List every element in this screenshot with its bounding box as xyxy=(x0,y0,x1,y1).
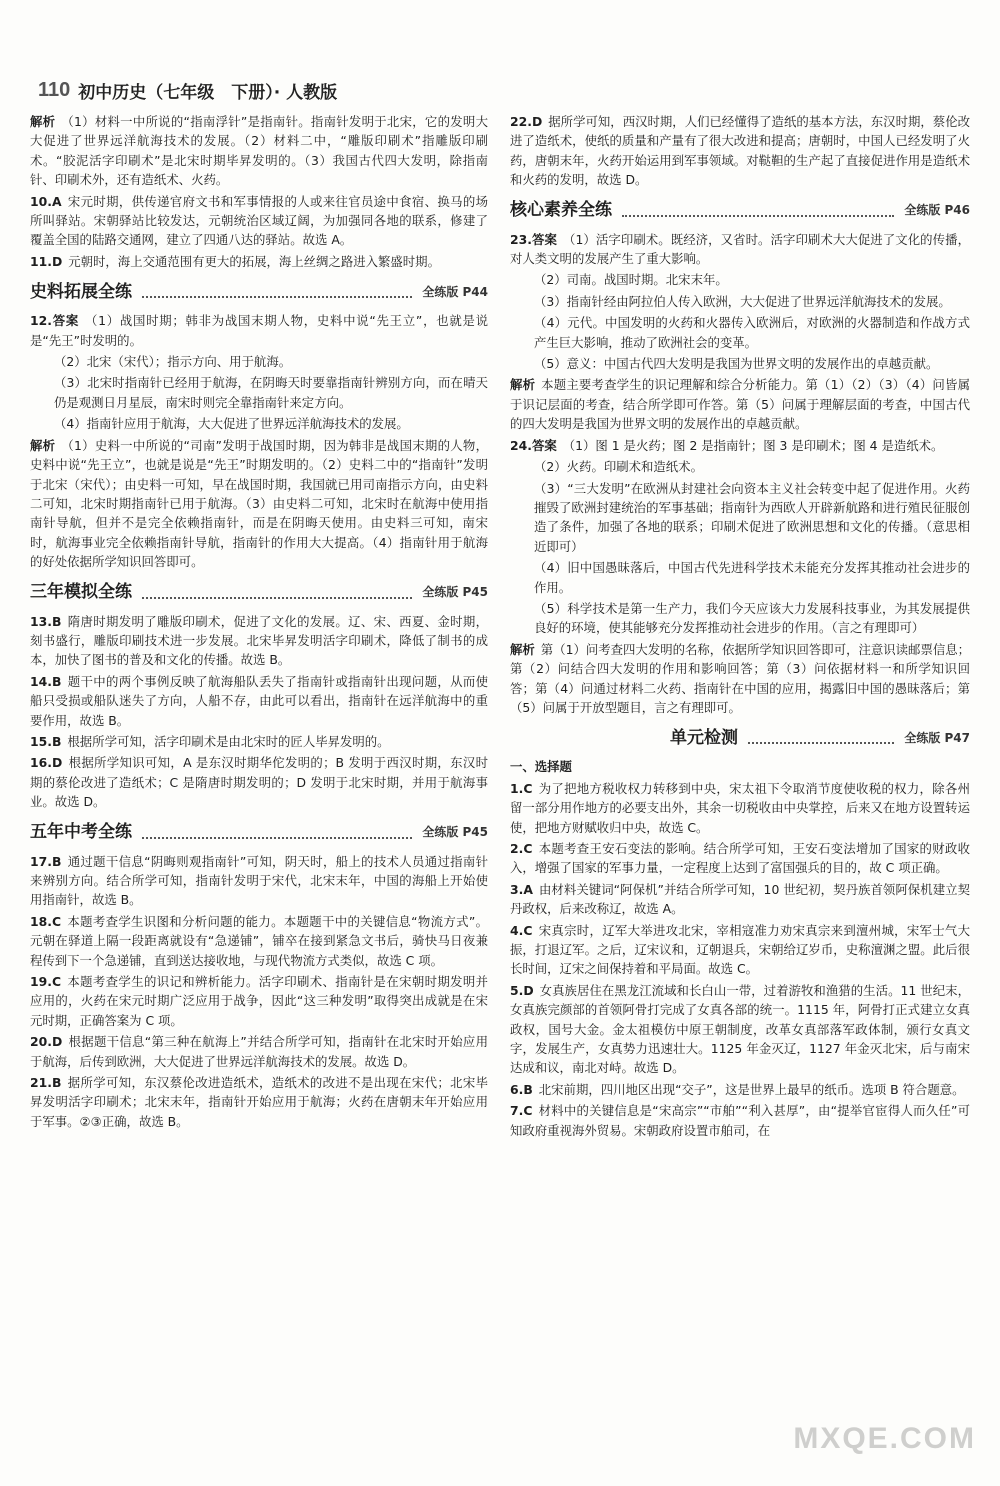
answer-item xyxy=(30,252,488,271)
answer-text: （3）北宋时指南针已经用于航海，在阴晦天时要靠指南针辨别方向，而在晴天仍是观测日月星辰，南宋时则完全靠指南针来定方向。 xyxy=(54,375,488,410)
answer-text: 据所学可知，东汉蔡伦改进造纸术，造纸术的改进不是出现在宋代；北宋毕昇发明活字印刷术；北宋末年，指南针开始应用于航海；火药在唐朝末年开始应用于军事。②③正确，故选 B。 xyxy=(30,1075,488,1129)
answer-item xyxy=(30,192,488,250)
answer-text: 女真族居住在黑龙江流域和长白山一带，过着游牧和渔猎的生活。11 世纪末，女真族完颜部的首领阿骨打完成了女真各部的统一。1115 年，阿骨打正式建立女真政权，国号大金。金太祖模仿中原王朝制度，改革女真部落军政体制，颁行女真文字，发展生产，女真势力迅速壮大。1125 年金灭辽，1127 年金灭北宋，后与南宋达成和议，南北对峙。故选 D。 xyxy=(510,982,970,1076)
answer-label: 20.D xyxy=(30,1034,63,1050)
right-column xyxy=(510,112,970,1142)
answer-text: （1）战国时期；韩非为战国末期人物，史料中说“先王立”，也就是说是“先王”时发明的。 xyxy=(30,313,488,348)
section-danyuan: 单元检测 全练版 P47 xyxy=(670,727,970,748)
answer-item xyxy=(30,732,488,751)
answer-text: 宋元时期，供传递官府文书和军事情报的人或来往官员途中食宿、换马的场所叫驿站。宋朝驿站比较发达，元朝统治区域辽阔，为加强同各地的联系，修建了覆盖全国的陆路交通网，建立了四通八达的驿站。故选 A。 xyxy=(30,193,488,248)
answer-item xyxy=(510,921,970,979)
answer-item xyxy=(510,479,970,557)
answer-label: 16.D xyxy=(30,755,63,771)
answer-text: 第（1）问考查四大发明的名称，依据所学知识回答即可，注意识读邮票信息；第（2）问结合四大发明的作用和影响回答；第（3）问依据材料一和所学知识回答；第（4）问通过材料二火药、指南针在中国的应用，揭露旧中国的愚昧落后；第（5）问属于开放型题目，言之有理即可。 xyxy=(510,641,971,715)
answer-text: （1）材料一中所说的“指南浮针”是指南针。指南针发明于北宋，它的发明大大促进了世界远洋航海技术的发展。（2）材料二中，“雕版印刷术”指雕版印刷术。“胶泥活字印刷术”是北宋时期毕昇发明的。（3）我国古代四大发明，除指南针、印刷术外，还有造纸术、火药。 xyxy=(30,114,488,188)
answer-item xyxy=(510,1101,970,1140)
answer-text: 由材料关键词“阿保机”并结合所学可知，10 世纪初，契丹族首领阿保机建立契丹政权，后来改称辽，故选 A。 xyxy=(510,881,970,917)
answer-item xyxy=(30,436,488,572)
answer-item xyxy=(510,839,970,878)
answer-text: 隋唐时期发明了雕版印刷术，促进了文化的发展。辽、宋、西夏、金时期，刻书盛行，雕版印刷技术进一步发展。北宋毕昇发明活字印刷术，降低了制书的成本，加快了图书的普及和文化的传播。故选 B。 xyxy=(30,613,488,668)
answer-text: 根据所学可知，活字印刷术是由北宋时的匠人毕昇发明的。 xyxy=(67,733,390,749)
answer-text: （1）史料一中所说的“司南”发明于战国时期，因为韩非是战国末期的人物，史料中说“先王立”，也就是说是“先王”时期发明的。（2）史料二中的“指南针”发明于北宋（宋代）；由史料一可知，早在战国时期，我国就已用司南指示方向，由史料二可知，北宋时期指南针已用于航海。（3）由史料二可知，北宋时在航海中使用指南针导航，但并不是完全依赖指南针，而是在阴晦天使用。由史料三可知，南宋时，航海事业完全依赖指南针导航，指南针的作用大大提高。（4）指南针用于航海的好处依据所学知识回答即可。 xyxy=(30,437,488,570)
answer-text: （2）北宋（宋代）；指示方向、用于航海。 xyxy=(54,354,292,370)
answer-text: 通过题干信息“阴晦则观指南针”可知，阴天时，船上的技术人员通过指南针来辨别方向。结合所学可知，指南针发明于宋代，北宋末年，中国的海船上开始使用指南针，故选 B。 xyxy=(30,853,488,908)
answer-item xyxy=(510,1080,970,1099)
answer-text: （4）旧中国愚昧落后，中国古代先进科学技术未能充分发挥其推动社会进步的作用。 xyxy=(534,560,970,595)
answer-text: 根据所学知识可知，A 是东汉时期华佗发明的；B 发明于西汉时期，东汉时期的蔡伦改进了造纸术；C 是隋唐时期发明的；D 发明于北宋时期，并用于航海事业。故选 D。 xyxy=(30,755,488,810)
answer-item xyxy=(510,292,970,311)
answer-text: （3）“三大发明”在欧洲从封建社会向资本主义社会转变中起了促进作用。火药摧毁了欧洲封建统治的军事基础；指南针为西欧人开辟新航路和进行殖民征服创造了条件，加强了各地的联系；印刷术促进了欧洲思想和文化的传播。（意思相近即可） xyxy=(534,480,970,554)
answer-label: 19.C xyxy=(30,974,62,990)
answer-label: 解析 xyxy=(510,377,536,393)
answer-label: 11.D xyxy=(30,253,63,269)
answer-item xyxy=(510,640,970,718)
answer-item xyxy=(510,375,970,433)
answer-item xyxy=(30,912,488,970)
section-sannian: 三年模拟全练 全练版 P45 xyxy=(30,581,488,602)
answer-label: 1.C xyxy=(510,780,533,796)
answer-text: （5）科学技术是第一生产力，我们今天应该大力发展科技事业，为其发展提供良好的环境，使其能够充分发挥推动社会进步的作用。（言之有理即可） xyxy=(534,600,970,636)
answer-item xyxy=(30,972,488,1030)
answer-text: （3）指南针经由阿拉伯人传入欧洲，大大促进了世界远洋航海技术的发展。 xyxy=(534,293,951,309)
answer-item xyxy=(30,311,488,350)
page-number: 110 xyxy=(38,78,71,101)
answer-text: （1）活字印刷术。既经济，又省时。活字印刷术大大促进了文化的传播，对人类文明的发展产生了重大影响。 xyxy=(510,231,970,267)
answer-label: 解析 xyxy=(510,641,535,657)
answer-label: 4.C xyxy=(510,922,533,938)
answer-item xyxy=(510,436,970,455)
answer-text: 宋真宗时，辽军大举进攻北宋，宰相寇准力劝宋真宗来到澶州城，宋军士气大振，打退辽军。之后，辽宋议和，辽朝退兵，宋朝给辽岁币，史称澶渊之盟。此后很长时间，辽宋之间保持着和平局面。故选 C。 xyxy=(510,922,970,977)
section-hexin: 核心素养全练 全练版 P46 xyxy=(510,199,970,220)
answer-item xyxy=(510,880,970,919)
answer-label: 24.答案 xyxy=(510,437,557,453)
answer-text: 题干中的两个事例反映了航海船队丢失了指南针或指南针出现问题，从而使船只受损或船队迷失了方向，人船不存，由此可以看出，指南针在远洋航海中的重要作用，故选 B。 xyxy=(30,673,488,728)
answer-item xyxy=(510,981,970,1078)
answer-text: （2）火药。印刷术和造纸术。 xyxy=(534,459,703,475)
section-shiliao: 史料拓展全练 全练版 P44 xyxy=(30,281,488,302)
answer-text: 北宋前期，四川地区出现“交子”，这是世界上最早的纸币。选项 B 符合题意。 xyxy=(538,1081,965,1097)
answer-label: 5.D xyxy=(510,982,534,998)
answer-label: 解析 xyxy=(30,114,56,129)
book-title: 初中历史（七年级 下册）· 人教版 xyxy=(78,82,338,103)
answer-item xyxy=(30,672,488,730)
answer-item xyxy=(30,112,488,190)
answer-item xyxy=(30,414,488,433)
answer-text: （5）意义：中国古代四大发明是我国为世界文明的发展作出的卓越贡献。 xyxy=(534,356,939,372)
answer-item xyxy=(30,1073,488,1131)
answer-item xyxy=(510,599,970,638)
answer-label: 12.答案 xyxy=(30,313,79,329)
answer-item xyxy=(30,852,488,910)
answer-label: 21.B xyxy=(30,1075,62,1091)
answer-label: 7.C xyxy=(510,1103,533,1119)
left-column xyxy=(30,112,488,1133)
answer-text: 为了把地方税收权力转移到中央，宋太祖下令取消节度使收税的权力，除各州留一部分用作地方的必要支出外，其余一切税收由中央掌控，后来又在地方设置转运使，把地方财赋收归中央，故选 C。 xyxy=(510,780,970,835)
answer-item xyxy=(30,1032,488,1071)
answer-item xyxy=(510,354,970,373)
answer-item xyxy=(30,753,488,811)
answer-label: 解析 xyxy=(30,437,56,453)
answer-text: 本题主要考查学生的识记理解和综合分析能力。第（1）（2）（3）（4）问皆属于识记层面的考查，结合所学即可作答。第（5）问属于理解层面的考查，中国古代的四大发明是我国为世界文明的发展作出的卓越贡献。 xyxy=(510,377,970,432)
answer-label: 13.B xyxy=(30,613,62,629)
answer-label: 23.答案 xyxy=(510,231,557,247)
answer-label: 6.B xyxy=(510,1081,533,1097)
answer-item xyxy=(510,230,970,269)
answer-label: 18.C xyxy=(30,913,62,929)
answer-text: （2）司南。战国时期。北宋末年。 xyxy=(534,272,728,288)
answer-label: 2.C xyxy=(510,841,533,856)
answer-item xyxy=(510,558,970,597)
answer-text: 本题考查王安石变法的影响。结合所学可知，王安石变法增加了国家的财政收入，增强了国家的军事力量，一定程度上达到了富国强兵的目的，故 C 项正确。 xyxy=(510,841,970,876)
answer-text: （1）图 1 是火药；图 2 是指南针；图 3 是印刷术；图 4 是造纸术。 xyxy=(562,437,944,453)
answer-text: 据所学可知，西汉时期，人们已经懂得了造纸的基本方法，东汉时期，蔡伦改进了造纸术，使纸的质量和产量有了很大改进和提高；唐朝时，中国人已经发明了火药，唐朝末年，火药开始运用到军事领域。对鞑靼的生产起了直接促进作用是造纸术和火药的发明，故选 D。 xyxy=(510,114,970,188)
answer-text: 本题考查学生的识记和辨析能力。活字印刷术、指南针是在宋朝时期发明并应用的，火药在宋元时期广泛应用于战争，因此“这三种发明”取得突出成就是在宋元时期，正确答案为 C 项。 xyxy=(30,974,488,1028)
answer-label: 22.D xyxy=(510,114,543,129)
answer-item xyxy=(510,270,970,289)
answer-item xyxy=(30,373,488,412)
answer-label: 14.B xyxy=(30,673,62,689)
answer-item xyxy=(30,612,488,670)
answer-item xyxy=(510,112,970,190)
section-wunian: 五年中考全练 全练版 P45 xyxy=(30,821,488,842)
answer-text: （4）元代。中国发明的火药和火器传入欧洲后，对欧洲的火器制造和作战方式产生巨大影响，推动了欧洲社会的变革。 xyxy=(534,315,970,350)
answer-item xyxy=(510,779,970,837)
answer-text: 本题考查学生识图和分析问题的能力。本题题干中的关键信息“物流方式”。元朝在驿道上隔一段距离就设有“急递铺”，铺卒在接到紧急文书后，骑快马日夜兼程传到下一个急递铺，直到送达接收地，与现代物流方式类似，故选 C 项。 xyxy=(30,913,488,968)
answer-label: 10.A xyxy=(30,193,62,209)
subsection-heading: 一、选择题 xyxy=(510,759,572,775)
page-header xyxy=(38,74,970,106)
answer-item xyxy=(510,457,970,476)
watermark: MXQE.COM xyxy=(793,1422,976,1455)
answer-text: 元朝时，海上交通范围有更大的拓展，海上丝绸之路进入繁盛时期。 xyxy=(68,253,440,269)
answer-label: 15.B xyxy=(30,733,62,749)
answer-text: 材料中的关键信息是“宋高宗”“市舶”“利入甚厚”，由“提举官宦得人而久任”可知政府重视海外贸易。宋朝政府设置市舶司，在 xyxy=(510,1103,970,1138)
answer-label: 17.B xyxy=(30,853,62,869)
answer-text: （4）指南针应用于航海，大大促进了世界远洋航海技术的发展。 xyxy=(54,416,409,432)
answer-item xyxy=(30,352,488,371)
answer-label: 3.A xyxy=(510,881,533,897)
answer-text: 根据题干信息“第三种在航海上”并结合所学可知，指南针在北宋时开始应用于航海，后传到欧洲，大大促进了世界远洋航海技术的发展。故选 D。 xyxy=(30,1034,488,1069)
answer-item xyxy=(510,313,970,352)
